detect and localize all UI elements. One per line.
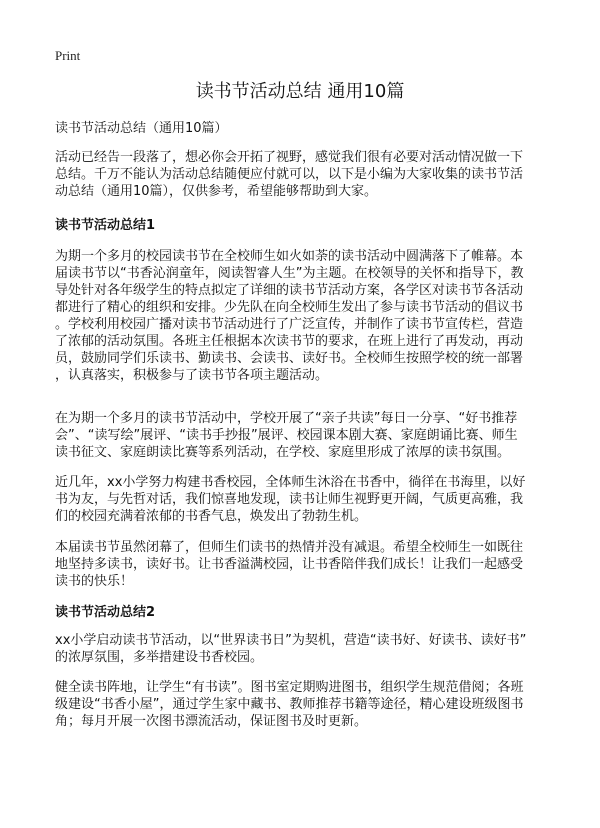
section-heading-1: 读书节活动总结1 [55,218,156,233]
text-line: 会”、“读写绘”展评、“读书手抄报”展评、校园课本剧大赛、家庭朗诵比赛、师生 [55,428,518,443]
text-line: 地坚持多读书，读好书。让书香溢满校园，让书香陪伴我们成长！让我们一起感受 [55,557,524,572]
paragraph [55,679,545,730]
paragraph [55,474,545,525]
text-line: 届读书节以“书香沁润童年，阅读智睿人生”为主题。在校领导的关怀和指导下，教 [55,266,524,281]
text-line: 总结。千万不能认为活动总结随便应付就可以，以下是小编为大家收集的读书节活 [55,167,524,182]
paragraph [55,539,545,590]
text-line: 都进行了精心的组织和安排。少先队在向全校师生发出了参与读书节活动的倡议书 [55,300,524,315]
text-line: 了浓郁的活动氛围。各班主任根据本次读书节的要求，在班上进行了再发动，再动 [55,334,524,349]
subtitle-text: 读书节活动总结（通用10篇） [55,121,228,136]
text-line: 本届读书节虽然闭幕了，但师生们读书的热情并没有减退。希望全校师生一如既往 [55,540,524,555]
text-line: 导处针对各年级学生的特点拟定了详细的读书节活动方案，各学区对读书节各活动 [55,283,524,298]
text-line: 在为期一个多月的读书节活动中，学校开展了“亲子共读”每日一分享、“好书推荐 [55,411,518,426]
paragraph [55,632,545,666]
paragraph [55,410,545,461]
text-line: 活动已经告一段落了，想必你会开拓了视野，感觉我们很有必要对活动情况做一下 [55,150,524,165]
text-line: 级建设“书香小屋”，通过学生家中藏书、教师推荐书籍等途径，精心建设班级图书 [55,697,524,712]
text-line: 读书的快乐！ [55,574,134,589]
subtitle [55,120,545,137]
text-line: ，认真落实，积极参与了读书节各项主题活动。 [55,368,329,383]
text-line: 角；每月开展一次图书漂流活动，保证图书及时更新。 [55,714,368,729]
text-line: 的浓厚氛围，多举措建设书香校园。 [55,650,264,665]
section-heading-2: 读书节活动总结2 [55,605,156,620]
print-link[interactable]: Print [55,48,81,63]
intro-paragraph [55,149,545,200]
text-line: 近几年，xx小学努力构建书香校园，全体师生沐浴在书香中，徜徉在书海里，以好 [55,475,526,490]
text-line: 为期一个多月的校园读书节在全校师生如火如荼的读书活动中圆满落下了帷幕。本 [55,249,524,264]
paragraph [55,248,545,384]
text-line: 动总结（通用10篇），仅供参考，希望能够帮助到大家。 [55,184,378,199]
page-title: 读书节活动总结 通用10篇 [195,81,405,102]
text-line: 。学校利用校园广播对读书节活动进行了广泛宣传，并制作了读书节宣传栏，营造 [55,317,524,332]
text-line: 员，鼓励同学们乐读书、勤读书、会读书、读好书。全校师生按照学校的统一部署 [55,351,524,366]
text-line: xx小学启动读书节活动，以“世界读书日”为契机，营造“读书好、好读书、读好书” [55,633,527,648]
text-line: 们的校园充满着浓郁的书香气息，焕发出了勃勃生机。 [55,509,368,524]
text-line: 读书征文、家庭朗读比赛等系列活动，在学校、家庭里形成了浓厚的读书氛围。 [55,445,511,460]
text-line: 书为友，与先哲对话，我们惊喜地发现，读书让师生视野更开阔，气质更高雅，我 [55,492,524,507]
text-line: 健全读书阵地，让学生“有书读”。图书室定期购进图书，组织学生规范借阅；各班 [55,680,524,695]
